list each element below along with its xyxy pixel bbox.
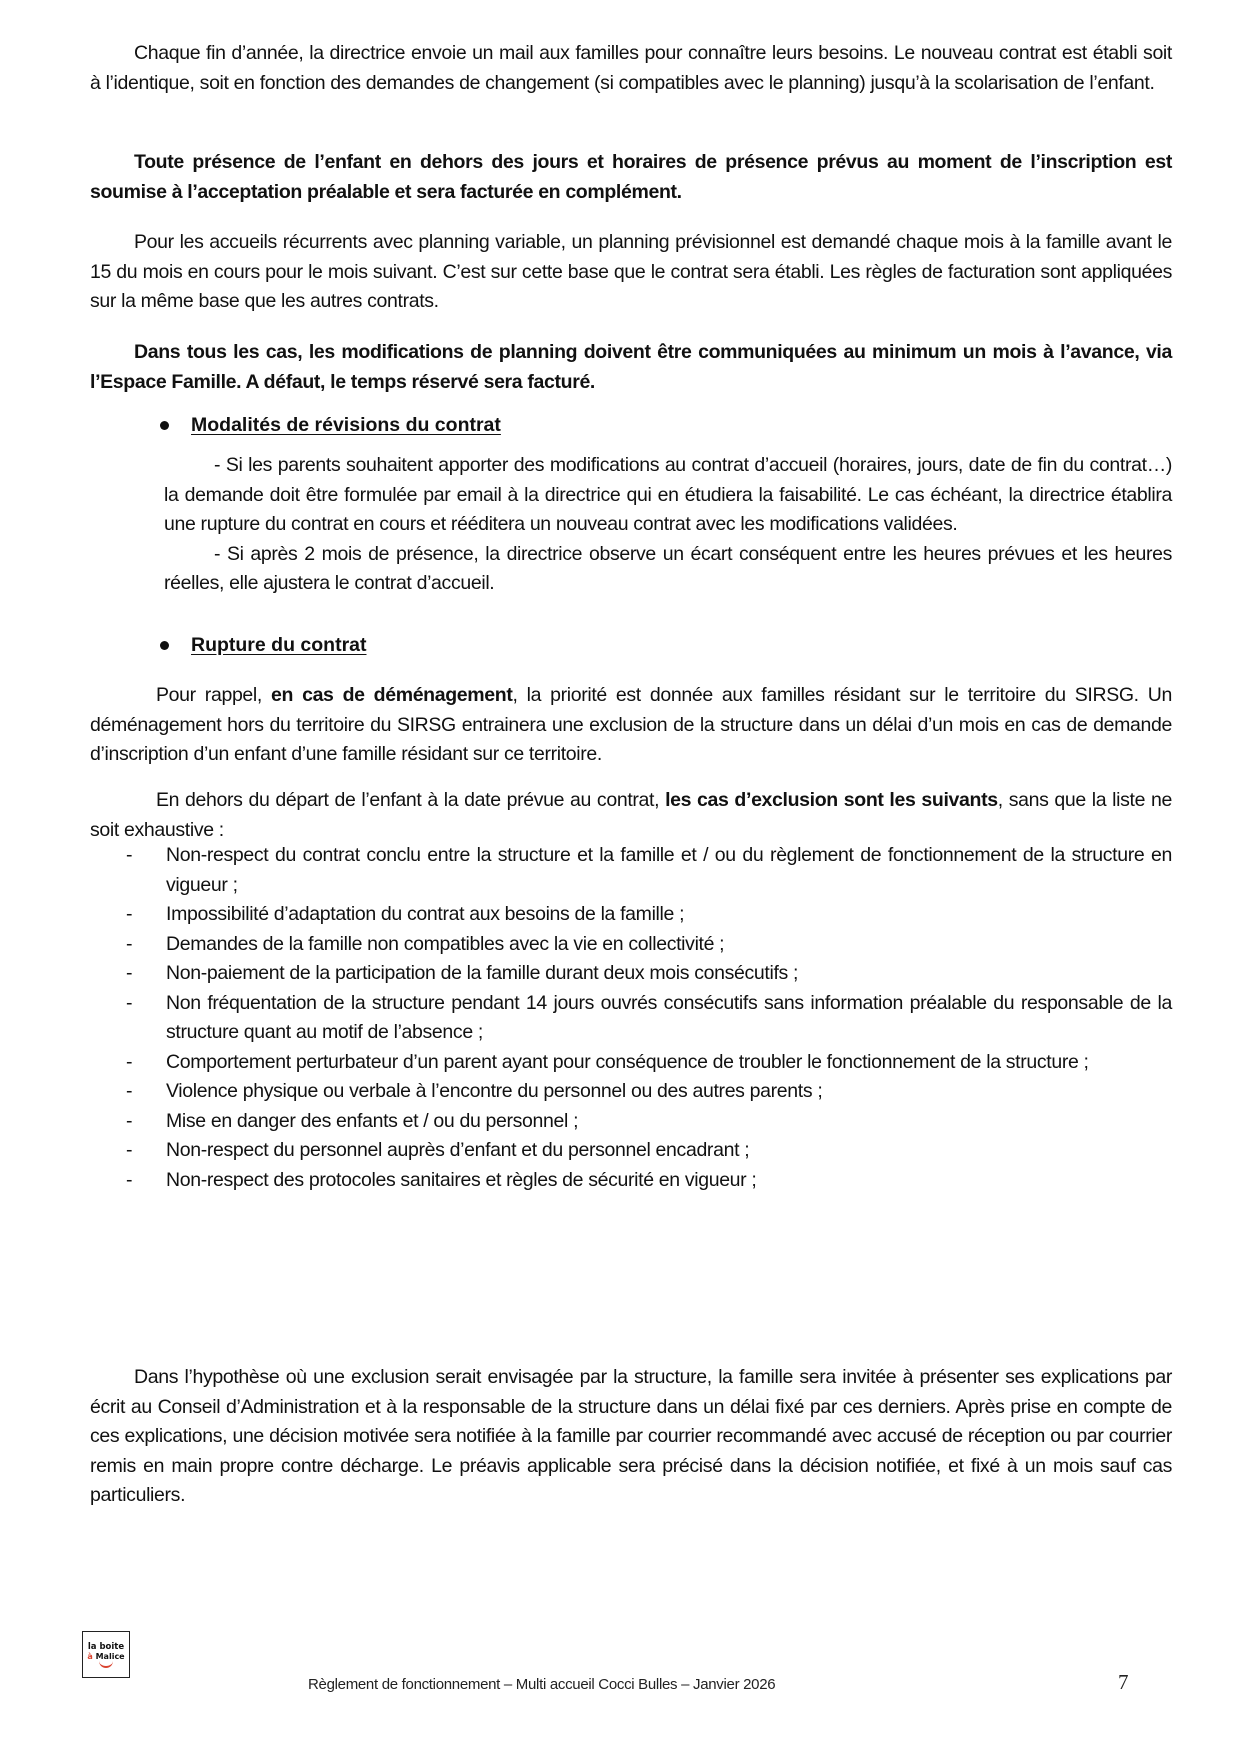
revision-item: - Si après 2 mois de présence, la directrice observe un écart conséquent entre les heures prévues et les heures réelles, elle ajustera le contrat d’accueil.	[164, 542, 1172, 594]
dash-bullet-icon: -	[126, 932, 133, 955]
list-item-text: Non-respect du personnel auprès d’enfant et du personnel encadrant ;	[166, 1139, 750, 1161]
paragraph-exclusion-intro	[90, 786, 1172, 845]
heading-label: Rupture du contrat	[191, 634, 367, 656]
text-span: Pour rappel,	[156, 684, 271, 706]
logo-amp: à	[87, 1651, 93, 1661]
revision-item: - Si les parents souhaitent apporter des modifications au contrat d’accueil (horaires, jours, date de fin du contrat…) la demande doit être formulée par email à la directrice qui en étudiera la faisabilité. Le cas échéant, la directrice établira une rupture du contrat en cours et rééditera un nouveau contrat avec les modifications validées.	[164, 454, 1172, 535]
dash-bullet-icon: -	[126, 1139, 133, 1161]
list-item-text: Impossibilité d’adaptation du contrat aux besoins de la famille ;	[166, 903, 685, 925]
list-item-text: Mise en danger des enfants et / ou du personnel ;	[166, 1109, 579, 1132]
dash-bullet-icon: -	[126, 991, 133, 1014]
list-item	[90, 989, 1172, 1048]
list-item	[90, 959, 1172, 989]
section-heading-rupture	[158, 631, 367, 661]
dash-bullet-icon: -	[126, 962, 133, 984]
dash-bullet-icon: -	[126, 903, 133, 925]
list-item	[90, 841, 1172, 900]
list-item-text: Non fréquentation de la structure pendant 14 jours ouvrés consécutifs sans information préalable du responsable de la structure quant au motif de l’absence ;	[166, 991, 1172, 1043]
paragraph-extra-presence-bold: Toute présence de l’enfant en dehors des jours et horaires de présence prévus au moment de l’inscription est soumise à l’acceptation préalable et sera facturée en complément.	[90, 151, 1172, 203]
logo-smile-icon	[99, 1661, 113, 1668]
text-span: En dehors du départ de l’enfant à la date prévue au contrat,	[156, 789, 666, 811]
paragraph-planning-changes-bold: Dans tous les cas, les modifications de planning doivent être communiquées au minimum un mois à l’avance, via l’Espace Famille. A défaut, le temps réservé sera facturé.	[90, 341, 1172, 393]
list-item	[90, 930, 1172, 960]
list-item-text: Non-respect du contrat conclu entre la structure et la famille et / ou du règlement de fonctionnement de la structure en vigueur ;	[166, 844, 1172, 896]
dash-bullet-icon: -	[126, 844, 133, 866]
logo-text: la boite	[87, 1641, 125, 1652]
list-item-text: Violence physique ou verbale à l’encontre du personnel ou des autres parents ;	[166, 1080, 823, 1102]
list-item-text: Non-respect des protocoles sanitaires et règles de sécurité en vigueur ;	[166, 1168, 757, 1191]
list-item	[90, 1077, 1172, 1107]
list-item-text: Comportement perturbateur d’un parent ayant pour conséquence de troubler le fonctionnement de la structure ;	[166, 1050, 1089, 1073]
list-item	[90, 1107, 1172, 1137]
paragraph-exclusion-procedure: Dans l’hypothèse où une exclusion serait envisagée par la structure, la famille sera invitée à présenter ses explications par écrit au Conseil d’Administration et à la responsable de la structure dans un délai fixé par ces derniers. Après prise en compte de ces explications, une décision motivée sera notifiée à la famille par courrier recommandé avec accusé de réception ou par courrier remis en main propre contre décharge. Le préavis applicable sera précisé dans la décision notifiée, et fixé à un mois sauf cas particuliers.	[90, 1366, 1172, 1506]
paragraph-contract-renewal: Chaque fin d’année, la directrice envoie un mail aux familles pour connaître leurs besoins. Le nouveau contrat est établi soit à l’identique, soit en fonction des demandes de changement (si compatibles avec le planning) jusqu’à la scolarisation de l’enfant.	[90, 42, 1172, 94]
text-span: , la priorité est donnée aux familles résidant sur le territoire du SIRSG. Un déménagement hors du territoire du SIRSG entrainera une exclusion de la structure dans un délai d’un mois en cas de demande d’inscription d’un enfant d’une famille résidant sur ce territoire.	[90, 684, 1172, 765]
list-item	[90, 1166, 1172, 1196]
text-span: , sans que la liste ne soit exhaustive :	[90, 789, 1172, 841]
section-heading-revisions	[158, 411, 501, 441]
list-item	[90, 1136, 1172, 1166]
bold-span: en cas de déménagement	[271, 684, 513, 706]
dash-bullet-icon: -	[126, 1080, 133, 1102]
exclusion-cases-list	[90, 841, 1172, 1195]
dash-bullet-icon: -	[126, 1168, 133, 1191]
list-item-text: Non-paiement de la participation de la famille durant deux mois consécutifs ;	[166, 962, 799, 984]
paragraph-variable-planning: Pour les accueils récurrents avec planning variable, un planning prévisionnel est demandé chaque mois à la famille avant le 15 du mois en cours pour le mois suivant. C’est sur cette base que le contrat sera établi. Les règles de facturation sont appliquées sur la même base que les autres contrats.	[90, 231, 1172, 312]
bullet-icon	[160, 641, 169, 650]
heading-label: Modalités de révisions du contrat	[191, 414, 501, 436]
page-number: 7	[1118, 1670, 1129, 1694]
paragraph-moving	[90, 681, 1172, 770]
logo-text: Malice	[95, 1651, 125, 1661]
bold-span: les cas d’exclusion sont les suivants	[665, 789, 998, 811]
list-item	[90, 900, 1172, 930]
bullet-icon	[160, 421, 169, 430]
dash-bullet-icon: -	[126, 1109, 133, 1132]
list-item-text: Demandes de la famille non compatibles avec la vie en collectivité ;	[166, 932, 725, 955]
revisions-content	[164, 451, 1172, 599]
footer-title: Règlement de fonctionnement – Multi accueil Cocci Bulles – Janvier 2026	[308, 1676, 776, 1693]
logo-la-boite-a-malice	[82, 1631, 130, 1678]
dash-bullet-icon: -	[126, 1050, 133, 1073]
list-item	[90, 1048, 1172, 1078]
